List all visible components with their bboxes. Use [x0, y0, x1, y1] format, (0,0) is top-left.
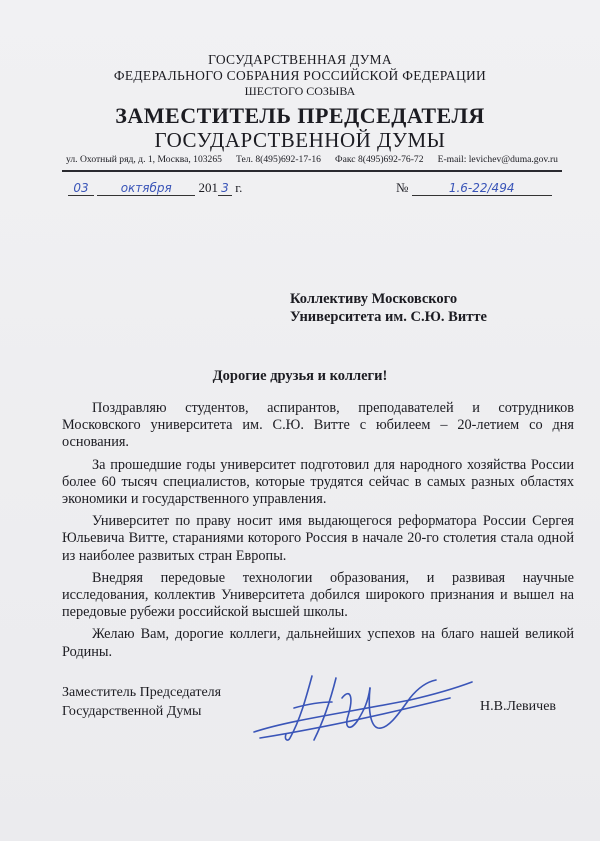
header-divider — [62, 170, 562, 172]
fax: Факс 8(495)692-76-72 — [335, 154, 424, 165]
date-year-suffix: г. — [235, 180, 243, 195]
letterhead-line2: ФЕДЕРАЛЬНОГО СОБРАНИЯ РОССИЙСКОЙ ФЕДЕРАЦИИ — [113, 68, 487, 83]
letterhead-line1: ГОСУДАРСТВЕННАЯ ДУМА — [208, 52, 392, 67]
signatory-name: Н.В.Левичев — [480, 699, 557, 714]
letter-body — [62, 400, 574, 666]
date-line — [68, 180, 242, 196]
paragraph: Желаю Вам, дорогие коллеги, дальнейших успехов на благо нашей великой Родины. — [62, 626, 574, 660]
position-line2: Государственной Думы — [62, 703, 202, 719]
signatory-position — [62, 684, 221, 721]
letterhead-title: ЗАМЕСТИТЕЛЬ ПРЕДСЕДАТЕЛЯ — [115, 103, 485, 128]
paragraph: Университет по праву носит имя выдающегося реформатора России Сергея Юльевича Витте, стараниями которого Россия в начале 20-го столетия стала одной из наиболее развитых стран Европы. — [62, 513, 574, 564]
addressee-line1: Коллективу Московского — [290, 291, 458, 307]
document-number-line — [396, 180, 552, 196]
letterhead-line3: ШЕСТОГО СОЗЫВА — [244, 84, 356, 98]
paragraph: Поздравляю студентов, аспирантов, преподавателей и сотрудников Московского университета им. С.Ю. Витте с юбилеем – 20-летием со дня основания. — [62, 400, 574, 451]
date-month: октября — [97, 181, 195, 196]
address: ул. Охотный ряд, д. 1, Москва, 103265 — [66, 154, 222, 165]
paragraph: Внедряя передовые технологии образования, и развивая научные исследования, коллектив Университета добился широкого признания и вышел на передовые рубежи российской высшей школы. — [62, 569, 574, 621]
number-label: № — [396, 180, 409, 195]
letterhead-subtitle: ГОСУДАРСТВЕННОЙ ДУМЫ — [154, 128, 446, 152]
phone: Тел. 8(495)692-17-16 — [236, 154, 321, 165]
addressee — [290, 290, 487, 326]
email: E-mail: levichev@duma.gov.ru — [437, 154, 558, 165]
document-number: 1.6-22/494 — [412, 181, 552, 196]
position-line1: Заместитель Председателя — [62, 685, 222, 700]
date-year-digit: 3 — [218, 181, 232, 196]
addressee-line2: Университета им. С.Ю. Витте — [290, 309, 487, 325]
contact-line — [66, 154, 558, 165]
date-year-prefix: 201 — [198, 180, 218, 195]
greeting: Дорогие друзья и коллеги! — [212, 368, 388, 384]
paragraph: За прошедшие годы университет подготовил для народного хозяйства России более 60 тысяч специалистов, которые трудятся сейчас в самых разных областях экономики и государственного управления. — [62, 456, 574, 508]
date-day: 03 — [68, 181, 94, 196]
handwritten-signature — [250, 668, 480, 748]
